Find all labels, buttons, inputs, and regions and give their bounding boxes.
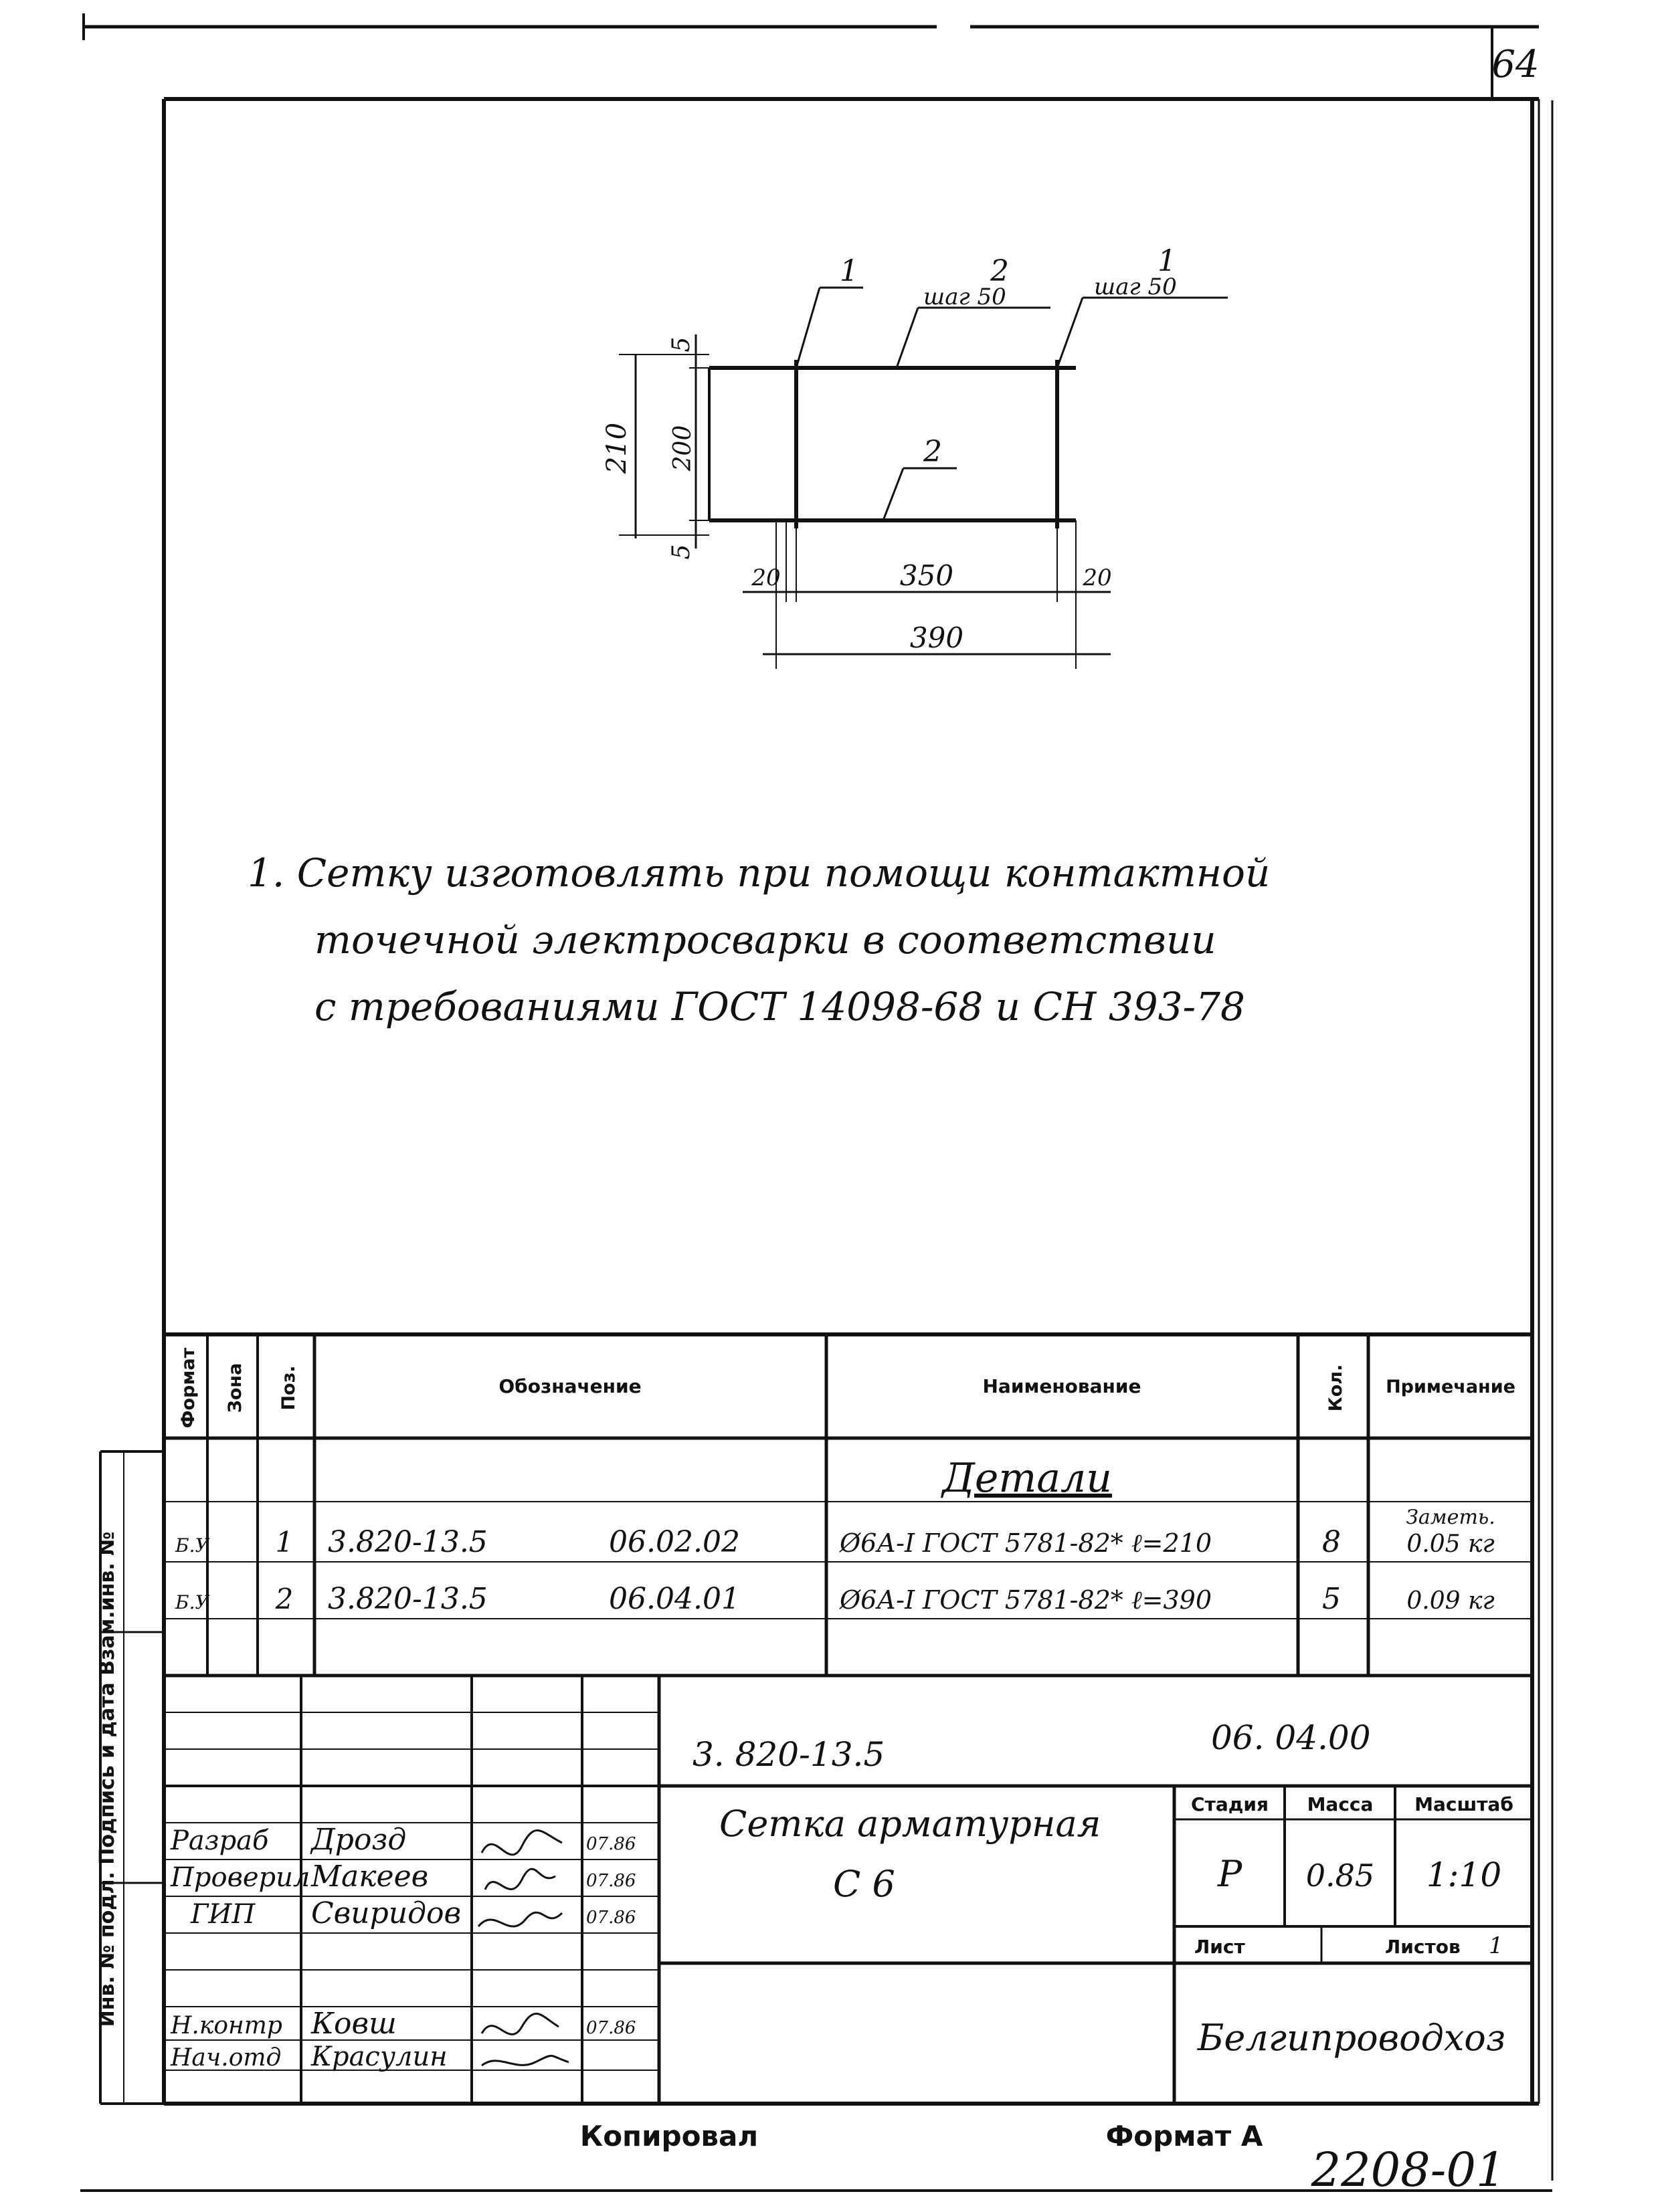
mass-value: 0.85: [1305, 1857, 1375, 1894]
row2-format: Б.У: [175, 1591, 209, 1613]
organization: Белгипроводхоз: [1197, 2017, 1506, 2059]
col-pos: Поз.: [278, 1365, 299, 1411]
row1-doc: 3.820-13.5: [328, 1525, 488, 1559]
row2-qty: 5: [1322, 1582, 1341, 1616]
dim-20-right: 20: [1083, 565, 1112, 591]
title-designation-code: 06. 04.00: [1211, 1718, 1371, 1757]
sheets-label: Листов: [1385, 1936, 1461, 1958]
sheet-label: Лист: [1194, 1936, 1245, 1958]
label-pos2-top: 2: [990, 254, 1009, 288]
col-name: Наименование: [982, 1375, 1141, 1397]
signature: [482, 2014, 559, 2035]
row1-name: Ø6А-I ГОСТ 5781-82* ℓ=210: [840, 1528, 1212, 1558]
row2-pos: 2: [275, 1583, 294, 1615]
row1-pos: 1: [275, 1526, 294, 1559]
title-name-line2: С 6: [833, 1863, 895, 1905]
dim-5-bottom: 5: [668, 544, 695, 560]
dim-20-left: 20: [751, 565, 781, 591]
side-stamp-labels: Инв. № подл. Подпись и дата Взам.инв. №: [96, 1531, 119, 2027]
note-line-1: 1. Сетку изготовлять при помощи контактной: [248, 850, 1271, 896]
label-pos1-right: 1: [1158, 244, 1176, 278]
sheet-number: 64: [1491, 43, 1540, 86]
person-name: Макеев: [311, 1859, 429, 1894]
note-line-2: точечной электросварки в соответствии: [314, 917, 1216, 963]
mesh-drawing: [619, 288, 1228, 669]
stage-value: Р: [1217, 1853, 1242, 1895]
row2-doc: 3.820-13.5: [328, 1582, 488, 1616]
top-edge: [84, 13, 1539, 99]
person-name: Красулин: [311, 2041, 448, 2072]
dim-210: 210: [602, 422, 632, 474]
sheets-value: 1: [1489, 1932, 1503, 1959]
dim-5-top: 5: [668, 336, 695, 353]
row1-qty: 8: [1322, 1525, 1341, 1559]
title-designation-doc: 3. 820-13.5: [693, 1735, 885, 1774]
col-note: Примечание: [1386, 1377, 1515, 1397]
footer-copied: Копировал: [579, 2120, 759, 2152]
footer-code: 2208-01: [1311, 2142, 1506, 2197]
row2-code: 06.04.01: [609, 1582, 740, 1616]
label-step-pos2: шаг 50: [923, 284, 1006, 310]
col-zone: Зона: [225, 1363, 246, 1413]
person-name: Свиридов: [311, 1896, 462, 1930]
person-date: 07.86: [586, 2018, 636, 2038]
col-designation: Обозначение: [498, 1375, 642, 1397]
scale-value: 1:10: [1426, 1855, 1502, 1894]
person-date: 07.86: [586, 1908, 636, 1928]
person-role: Н.контр: [171, 2012, 282, 2039]
person-role: Нач.отд: [171, 2044, 282, 2072]
note-line-3: с требованиями ГОСТ 14098-68 и СН 393-78: [314, 984, 1245, 1029]
section-details: Детали: [942, 1455, 1112, 1502]
person-role: Разраб: [171, 1825, 269, 1856]
dim-200: 200: [669, 425, 697, 472]
person-date: 07.86: [586, 1834, 636, 1854]
signature: [485, 1869, 555, 1890]
scale-label: Масштаб: [1414, 1793, 1513, 1815]
mass-label: Масса: [1307, 1793, 1374, 1815]
signature: [482, 1831, 562, 1855]
row1-format: Б.У: [175, 1534, 209, 1556]
label-step-pos1: шаг 50: [1094, 274, 1177, 300]
person-name: Ковш: [311, 2007, 397, 2041]
person-name: Дрозд: [311, 1823, 407, 1857]
footer-format: Формат А: [1105, 2120, 1263, 2152]
row1-code: 06.02.02: [609, 1525, 740, 1559]
row1-note-top: Заметь.: [1406, 1506, 1495, 1529]
signature: [482, 2056, 569, 2066]
title-name-line1: Сетка арматурная: [719, 1803, 1101, 1845]
signature: [478, 1912, 562, 1926]
col-format: Формат: [178, 1347, 199, 1429]
row2-name: Ø6А-I ГОСТ 5781-82* ℓ=390: [840, 1585, 1212, 1615]
person-role: Проверил: [171, 1862, 310, 1893]
stage-label: Стадия: [1191, 1793, 1269, 1815]
dim-390: 390: [909, 621, 964, 654]
col-qty: Кол.: [1325, 1364, 1346, 1412]
person-date: 07.86: [586, 1871, 636, 1891]
dim-350: 350: [899, 559, 954, 592]
row1-note: 0.05 кг: [1406, 1530, 1495, 1558]
label-pos1-left: 1: [840, 254, 858, 288]
person-role: ГИП: [191, 1899, 256, 1930]
label-pos2-bottom: 2: [923, 435, 942, 469]
row2-note: 0.09 кг: [1406, 1587, 1495, 1615]
